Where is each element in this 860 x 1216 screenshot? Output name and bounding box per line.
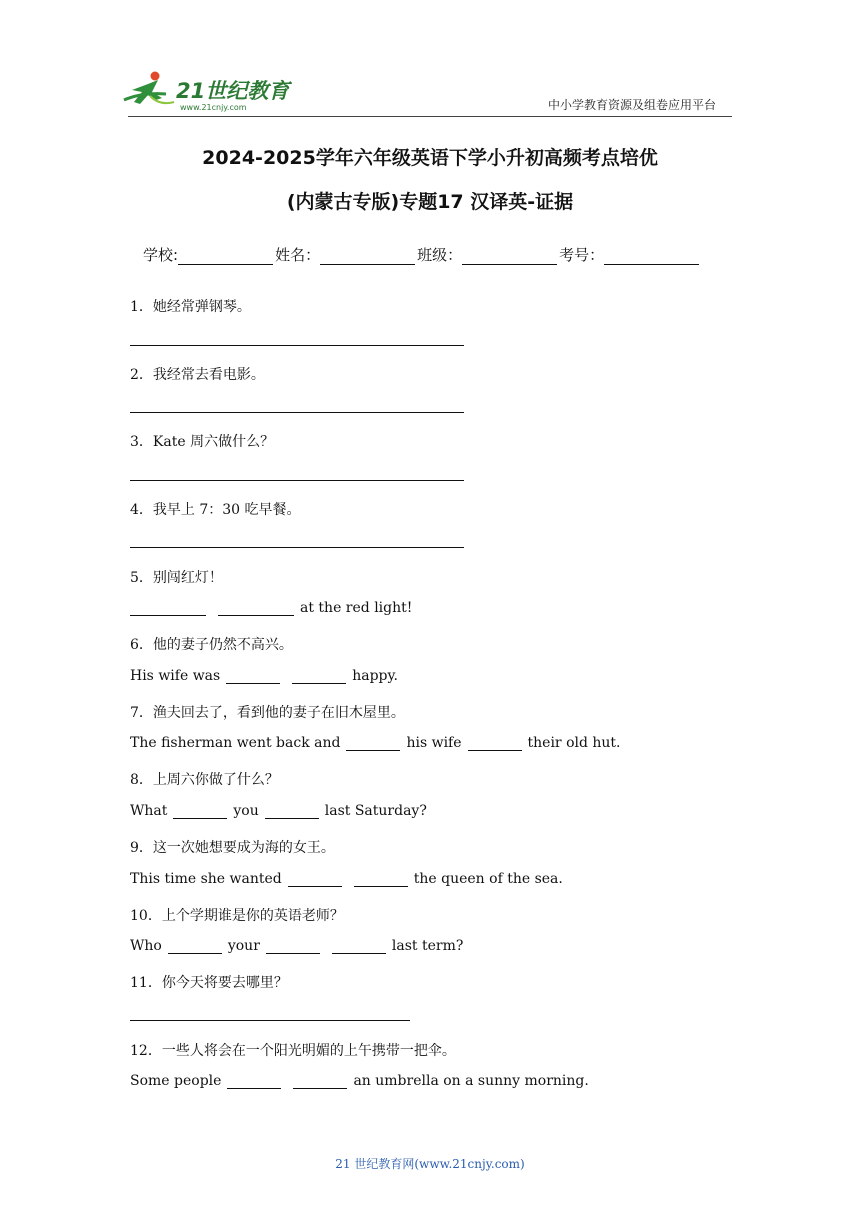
question-text: 他的妻子仍然不高兴。	[152, 637, 293, 653]
header-divider	[128, 116, 732, 117]
answer-fragment: you	[233, 803, 259, 819]
answer-fragment: an umbrella on a sunny morning.	[353, 1073, 589, 1089]
answer-line-3[interactable]	[130, 480, 464, 481]
question-2	[130, 364, 265, 384]
blank[interactable]	[266, 939, 320, 954]
question-3	[130, 431, 274, 451]
class-label: 班级：	[417, 246, 463, 264]
question-text: 渔夫回去了，看到他的妻子在旧木屋里。	[152, 705, 405, 721]
answer-9	[130, 871, 563, 887]
blank[interactable]	[346, 736, 400, 751]
question-number: 5．	[130, 570, 153, 586]
school-field[interactable]	[178, 248, 273, 265]
page-title: 2024-2025学年六年级英语下学小升初高频考点培优	[202, 147, 658, 169]
logo-url: www.21cnjy.com	[180, 103, 247, 112]
answer-fragment: What	[130, 803, 168, 819]
school-label: 学校:	[143, 246, 179, 264]
platform-name: 中小学教育资源及组卷应用平台	[548, 98, 717, 112]
student-info-row	[143, 244, 701, 265]
question-number: 4．	[130, 502, 153, 518]
answer-fragment: last term?	[391, 938, 464, 954]
answer-fragment: last Saturday?	[324, 803, 427, 819]
blank[interactable]	[218, 601, 294, 616]
question-9	[130, 837, 335, 857]
answer-5	[130, 600, 412, 616]
blank[interactable]	[332, 939, 386, 954]
question-text: 一些人将会在一个阳光明媚的上午携带一把伞。	[161, 1043, 456, 1059]
question-number: 6．	[130, 637, 153, 653]
blank[interactable]	[354, 872, 408, 887]
answer-fragment: His wife was	[130, 668, 221, 684]
question-10	[130, 905, 344, 925]
question-number: 11．	[130, 975, 162, 991]
logo-text: 21世纪教育	[176, 79, 290, 103]
question-text: 这一次她想要成为海的女王。	[152, 840, 335, 856]
question-number: 10．	[130, 908, 162, 924]
blank[interactable]	[265, 804, 319, 819]
answer-fragment: your	[227, 938, 260, 954]
question-8	[130, 769, 279, 789]
question-4	[130, 499, 301, 519]
answer-6	[130, 668, 398, 684]
question-7	[130, 702, 405, 722]
question-number: 1．	[130, 299, 153, 315]
name-label: 姓名：	[275, 246, 321, 264]
logo-graphic	[122, 70, 292, 114]
question-11	[130, 972, 288, 992]
blank[interactable]	[293, 1074, 347, 1089]
question-text: 你今天将要去哪里？	[161, 975, 288, 991]
page-subtitle: (内蒙古专版)专题17 汉译英-证据	[286, 191, 574, 213]
answer-7	[130, 735, 621, 751]
blank[interactable]	[227, 1074, 281, 1089]
blank[interactable]	[168, 939, 222, 954]
question-text: 她经常弹钢琴。	[152, 299, 251, 315]
answer-fragment: Who	[130, 938, 162, 954]
question-5	[130, 567, 223, 587]
answer-fragment: The fisherman went back and	[130, 735, 341, 751]
question-text: 别闯红灯！	[152, 570, 223, 586]
answer-fragment: their old hut.	[527, 735, 621, 751]
name-field[interactable]	[320, 248, 415, 265]
logo	[122, 70, 292, 114]
answer-10	[130, 938, 463, 954]
answer-fragment: This time she wanted	[130, 871, 282, 887]
question-number: 2．	[130, 367, 153, 383]
question-text: 上周六你做了什么？	[152, 772, 279, 788]
blank[interactable]	[288, 872, 342, 887]
question-text: 我早上 7：30 吃早餐。	[152, 502, 301, 518]
question-number: 3．	[130, 434, 153, 450]
blank[interactable]	[468, 736, 522, 751]
answer-fragment: the queen of the sea.	[413, 871, 563, 887]
question-12	[130, 1040, 456, 1060]
blank[interactable]	[226, 669, 280, 684]
exam-number-label: 考号：	[559, 246, 605, 264]
exam-number-field[interactable]	[604, 248, 699, 265]
answer-fragment: at the red light!	[300, 600, 413, 616]
answer-line-1[interactable]	[130, 345, 464, 346]
answer-fragment: his wife	[406, 735, 462, 751]
question-1	[130, 296, 251, 316]
question-number: 7．	[130, 705, 153, 721]
blank[interactable]	[130, 601, 206, 616]
answer-12	[130, 1073, 589, 1089]
answer-8	[130, 803, 427, 819]
blank[interactable]	[292, 669, 346, 684]
answer-fragment: happy.	[352, 668, 399, 684]
question-text: 我经常去看电影。	[152, 367, 265, 383]
class-field[interactable]	[462, 248, 557, 265]
answer-line-2[interactable]	[130, 412, 464, 413]
question-number: 12．	[130, 1043, 162, 1059]
question-text: 上个学期谁是你的英语老师？	[161, 908, 344, 924]
answer-line-4[interactable]	[130, 547, 464, 548]
question-number: 9．	[130, 840, 153, 856]
question-6	[130, 634, 293, 654]
answer-fragment: Some people	[130, 1073, 222, 1089]
question-number: 8．	[130, 772, 153, 788]
footer-link[interactable]: 21 世纪教育网(www.21cnjy.com)	[335, 1157, 525, 1171]
blank[interactable]	[173, 804, 227, 819]
question-text: Kate 周六做什么？	[152, 434, 275, 450]
answer-line-11[interactable]	[130, 1020, 410, 1021]
